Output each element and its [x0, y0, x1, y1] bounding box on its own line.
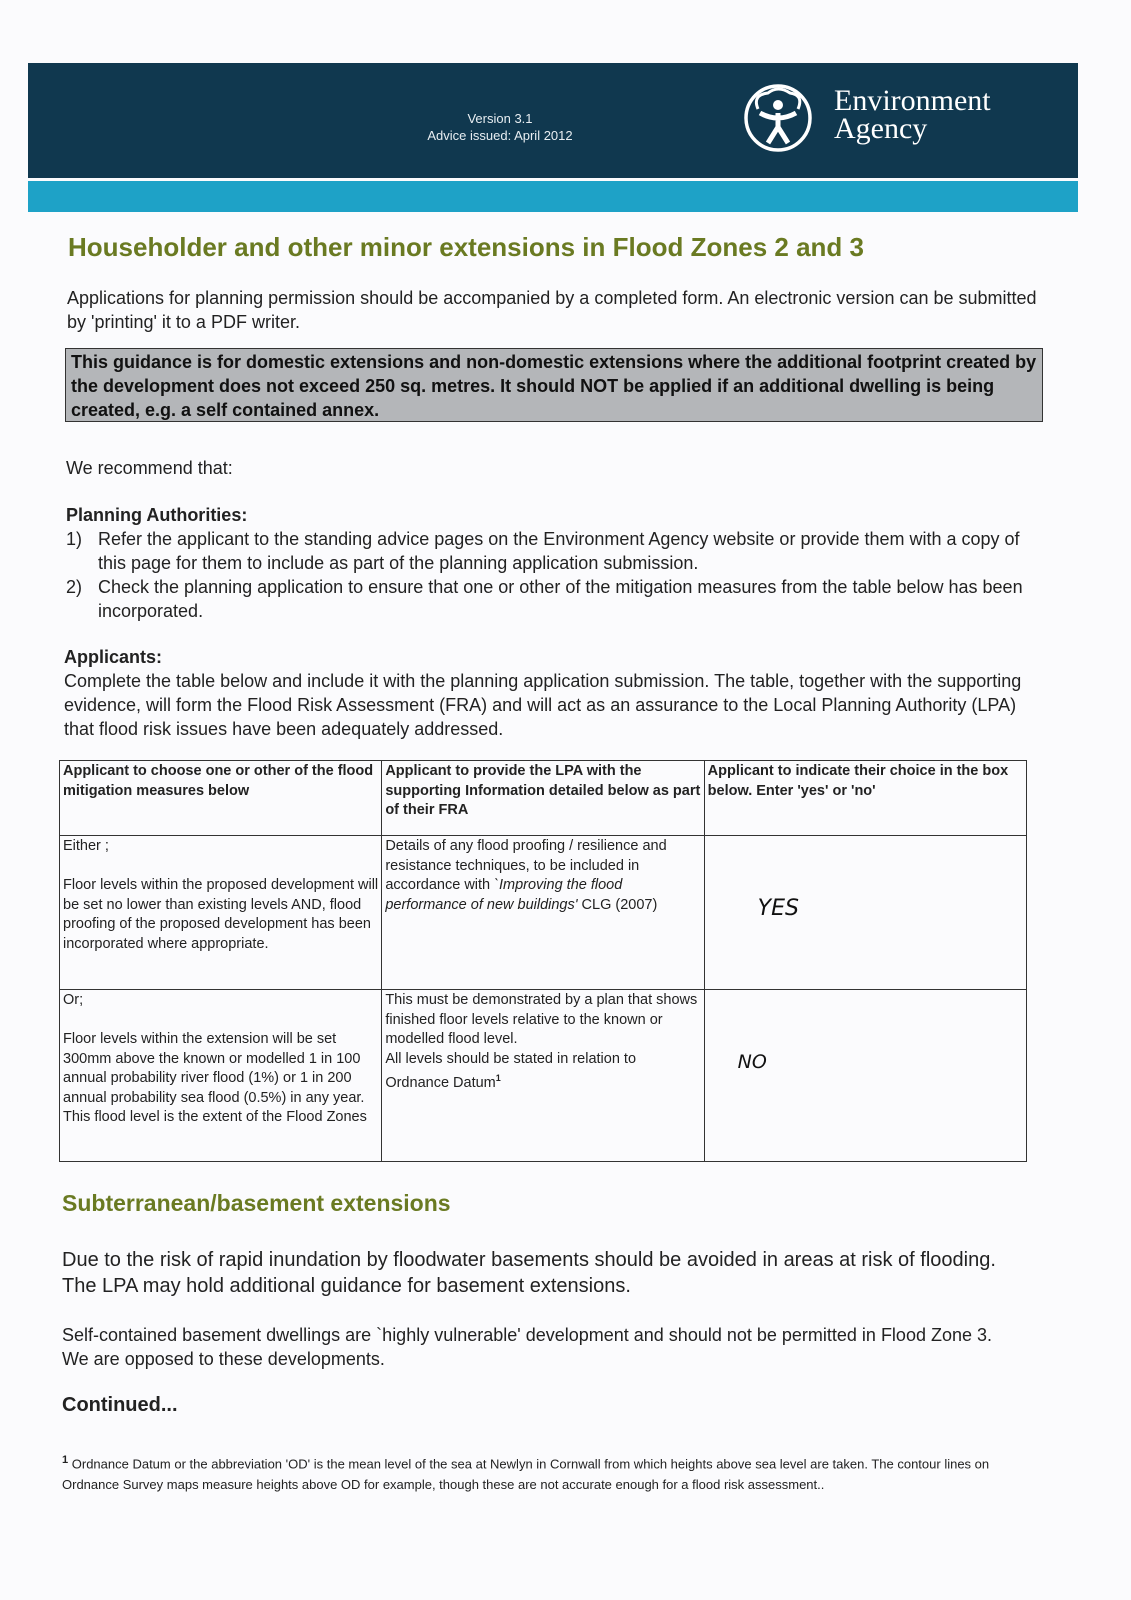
item-text: Check the planning application to ensure that one or other of the mitigation measures from the table below has been incorporated. [98, 577, 1023, 621]
list-item [66, 527, 1026, 575]
recommend-text: We recommend that: [66, 458, 233, 478]
intro-paragraph: Applications for planning permission should be accompanied by a completed form. An electronic version can be submitted by 'printing' it to a PDF writer. [67, 288, 1037, 332]
mitigation-table [59, 760, 1027, 1162]
planning-authorities-heading: Planning Authorities: [66, 505, 248, 525]
info-cell [382, 836, 704, 990]
row-label: Or; [63, 992, 84, 1008]
info-cell [382, 990, 704, 1162]
item-text: Refer the applicant to the standing advice pages on the Environment Agency website or provide them with a copy of this page for them to include as part of the planning application submission. [98, 529, 1020, 573]
handwritten-choice: NO [737, 1051, 767, 1073]
measure-text: Floor levels within the proposed development will be set no lower than existing levels AND, flood proofing of the proposed development has been incorporated where appropriate. [63, 877, 379, 952]
footnote [62, 1450, 1042, 1495]
choice-cell[interactable] [704, 990, 1026, 1162]
applicants-heading: Applicants: [64, 647, 163, 667]
item-number: 2) [66, 577, 83, 597]
list-item [66, 575, 1026, 623]
choice-cell[interactable] [704, 836, 1026, 990]
table-row [60, 836, 1027, 990]
environment-agency-logo [738, 83, 1068, 153]
column-header: Applicant to choose one or other of the flood mitigation measures below [60, 761, 382, 836]
measure-text: Floor levels within the extension will be set 300mm above the known or modelled 1 in 100 annual probability river flood (1%) or 1 in 200 annual probability sea flood (0.5%) in any year. This flood level is the extent of the Flood Zones [63, 1031, 367, 1125]
advice-issued: Advice issued: April 2012 [427, 128, 573, 143]
row-label: Either ; [63, 838, 109, 854]
footnote-ref: 1 [495, 1073, 501, 1083]
logo-line1: Environment [834, 84, 991, 117]
item-number: 1) [66, 529, 83, 549]
column-header: Applicant to indicate their choice in the box below. Enter 'yes' or 'no' [704, 761, 1026, 836]
footnote-text: Ordnance Datum or the abbreviation 'OD' is the mean level of the sea at Newlyn in Cornwall from which heights above sea level are taken. The contour lines on Ordnance Survey maps measure heights above OD for example, though these are not accurate enough for a flood risk assessment.. [62, 1456, 990, 1493]
applicants-text: Complete the table below and include it with the planning application submission. The table, together with the supporting evidence, will form the Flood Risk Assessment (FRA) and will act as an assurance to the Local Planning Authority (LPA) that flood risk issues have been adequately addressed. [64, 671, 1022, 739]
document-reference: `Improving the flood performance of new buildings' [385, 877, 623, 913]
agency-emblem-icon [738, 83, 818, 153]
version-info [420, 110, 580, 144]
header-accent-band [28, 181, 1078, 212]
logo-line2: Agency [834, 112, 928, 145]
page-title: Householder and other minor extensions in Flood Zones 2 and 3 [68, 232, 864, 262]
info-text: CLG (2007) [577, 896, 658, 913]
basement-paragraph-2: Self-contained basement dwellings are `highly vulnerable' development and should not be permitted in Flood Zone 3. We are opposed to these developments. [62, 1325, 993, 1369]
info-text: Details of any flood proofing / resilience and resistance techniques, to be included in accordance with [385, 838, 667, 893]
column-header: Applicant to provide the LPA with the supporting Information detailed below as part of their FRA [382, 761, 704, 836]
basement-heading: Subterranean/basement extensions [62, 1190, 451, 1216]
version: Version 3.1 [467, 111, 533, 126]
guidance-box: This guidance is for domestic extensions and non-domestic extensions where the additional footprint created by the development does not exceed 250 sq. metres. It should NOT be applied if an additional dwelling is being created, e.g. a self contained annex. [65, 348, 1043, 422]
measure-cell [60, 836, 382, 990]
applicants-section [64, 645, 1034, 741]
table-row [60, 990, 1027, 1162]
handwritten-choice: YES [757, 896, 799, 921]
info-text: All levels should be stated in relation to Ordnance Datum [385, 1050, 637, 1091]
measure-cell [60, 990, 382, 1162]
continued-text: Continued... [62, 1394, 178, 1416]
planning-authorities-section [66, 503, 1026, 623]
basement-paragraph-1: Due to the risk of rapid inundation by floodwater basements should be avoided in areas at risk of flooding. The LPA may hold additional guidance for basement extensions. [62, 1249, 996, 1297]
info-text: This must be demonstrated by a plan that shows finished floor levels relative to the known or modelled flood level. [385, 992, 698, 1047]
table-header-row [60, 761, 1027, 836]
footnote-number: 1 [62, 1454, 69, 1466]
